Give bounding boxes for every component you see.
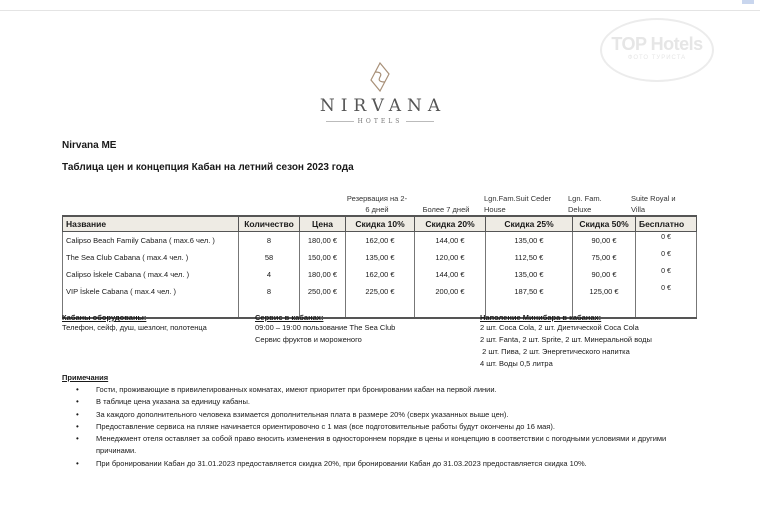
document-title: Таблица цен и концепция Кабан на летний сезон 2023 года xyxy=(62,162,354,173)
header-discount-50: Скидка 50% xyxy=(573,216,636,232)
cell-free: 0 € xyxy=(636,232,697,250)
cell-d20: 120,00 € xyxy=(415,249,486,266)
watermark-main-text: TOP Hotels xyxy=(611,34,703,54)
cell-qty: 58 xyxy=(239,249,300,266)
col-note-lgn-fam-deluxe: Lgn. Fam. Deluxe xyxy=(568,194,602,214)
cell-d10: 162,00 € xyxy=(346,266,415,283)
col-note-more-7: Более 7 дней xyxy=(422,205,470,214)
corner-marker xyxy=(742,0,754,4)
note-item: • Менеджмент отеля оставляет за собой право вносить изменения в одностороннем порядке в цены и концепцию в соответствии с погодными условиями и другими причинами. xyxy=(62,433,702,458)
equipment-title: Кабаны оборудованы: xyxy=(62,313,147,322)
logo-subtitle-text: HOTELS xyxy=(357,118,403,125)
cell-d50: 75,00 € xyxy=(573,249,636,266)
table-row xyxy=(63,232,697,250)
note-item: • При бронировании Кабан до 31.01.2023 предоставляется скидка 20%, при бронировании Кабан до 31.03.2023 предоставляется скидка 10%. xyxy=(62,458,702,470)
cell-free: 0 € xyxy=(636,283,697,300)
cell-d25: 187,50 € xyxy=(486,283,573,300)
service-line: Сервис фруктов и мороженого xyxy=(255,335,362,344)
nirvana-leaf-icon xyxy=(369,62,391,92)
minibar-title: Наполение Минибара в кабанах: xyxy=(480,313,602,322)
col-note-lgn-fam-suit: Lgn.Fam.Suit Ceder House xyxy=(484,194,552,214)
cell-price: 150,00 € xyxy=(300,249,346,266)
notes-title: Примечания xyxy=(62,373,109,382)
minibar-line: 2 шт. Fanta, 2 шт. Sprite, 2 шт. Минеральной воды xyxy=(480,335,652,344)
header-discount-25: Скидка 25% xyxy=(486,216,573,232)
note-item: • Гости, проживающие в привилегированных комнатах, имеют приоритет при бронировании кабан на первой линии. xyxy=(62,384,702,396)
equipment-line: Телефон, сейф, душ, шезлонг, полотенца xyxy=(62,323,207,332)
cell-name: Calipso Beach Family Cabana ( max.6 чел. ) xyxy=(63,232,239,250)
cell-qty: 4 xyxy=(239,266,300,283)
cell-price: 180,00 € xyxy=(300,266,346,283)
cell-name: The Sea Club Cabana ( max.4 чел. ) xyxy=(63,249,239,266)
service-title: Сервис в кабанах: xyxy=(255,313,324,322)
cell-d50: 90,00 € xyxy=(573,266,636,283)
cell-d25: 135,00 € xyxy=(486,232,573,250)
cell-d20: 144,00 € xyxy=(415,232,486,250)
cell-name: Calipso İskele Cabana ( max.4 чел. ) xyxy=(63,266,239,283)
cell-price: 250,00 € xyxy=(300,283,346,300)
cabana-price-table xyxy=(62,215,697,319)
cell-d25: 112,50 € xyxy=(486,249,573,266)
header-discount-10: Скидка 10% xyxy=(346,216,415,232)
tophotels-watermark xyxy=(600,18,714,82)
note-item: • В таблице цена указана за единицу кабаны. xyxy=(62,396,702,408)
service-section xyxy=(255,313,395,346)
page-top-border xyxy=(0,10,760,11)
cell-d10: 162,00 € xyxy=(346,232,415,250)
logo-subtitle xyxy=(300,118,460,125)
cell-d20: 200,00 € xyxy=(415,283,486,300)
cell-d50: 125,00 € xyxy=(573,283,636,300)
cell-d10: 225,00 € xyxy=(346,283,415,300)
minibar-section xyxy=(480,313,652,370)
table-row xyxy=(63,283,697,300)
table-row xyxy=(63,249,697,266)
table-header-row xyxy=(63,216,697,232)
cell-free: 0 € xyxy=(636,249,697,266)
watermark-sub-text: ФОТО ТУРИСТА xyxy=(627,55,687,61)
header-name: Название xyxy=(63,216,239,232)
cell-qty: 8 xyxy=(239,283,300,300)
minibar-line: 2 шт. Пива, 2 шт. Энергетического напитка xyxy=(480,347,630,356)
cell-d50: 90,00 € xyxy=(573,232,636,250)
cell-d20: 144,00 € xyxy=(415,266,486,283)
hotel-name: Nirvana ME xyxy=(62,140,117,151)
table-row xyxy=(63,266,697,283)
cell-free: 0 € xyxy=(636,266,697,283)
header-quantity: Количество xyxy=(239,216,300,232)
header-free: Бесплатно xyxy=(636,216,697,232)
cell-price: 180,00 € xyxy=(300,232,346,250)
notes-list xyxy=(62,384,702,470)
minibar-line: 2 шт. Coca Cola, 2 шт. Диетической Coca Cola xyxy=(480,323,639,332)
service-line: 09:00 – 19:00 пользование The Sea Club xyxy=(255,323,396,332)
equipment-section xyxy=(62,313,207,334)
header-discount-20: Скидка 20% xyxy=(415,216,486,232)
header-price: Цена xyxy=(300,216,346,232)
cell-qty: 8 xyxy=(239,232,300,250)
cell-d25: 135,00 € xyxy=(486,266,573,283)
col-note-suite-royal: Suite Royal и Villa xyxy=(631,194,676,214)
col-note-booking-2-6: Резервация на 2-6 дней xyxy=(346,194,408,214)
cell-name: VIP İskele Cabana ( max.4 чел. ) xyxy=(63,283,239,300)
note-item: • Предоставление сервиса на пляже начинается ориентировочно с 1 мая (все подготовительные работы будут окончены до 16 мая). xyxy=(62,421,702,433)
cell-d10: 135,00 € xyxy=(346,249,415,266)
nirvana-logo xyxy=(300,62,460,125)
note-item: • За каждого дополнительного человека взимается дополнительная плата в размере 20% (сверх указанных выше цен). xyxy=(62,409,702,421)
logo-brand-name: NIRVANA xyxy=(319,96,447,116)
minibar-line: 4 шт. Воды 0,5 литра xyxy=(480,359,553,368)
